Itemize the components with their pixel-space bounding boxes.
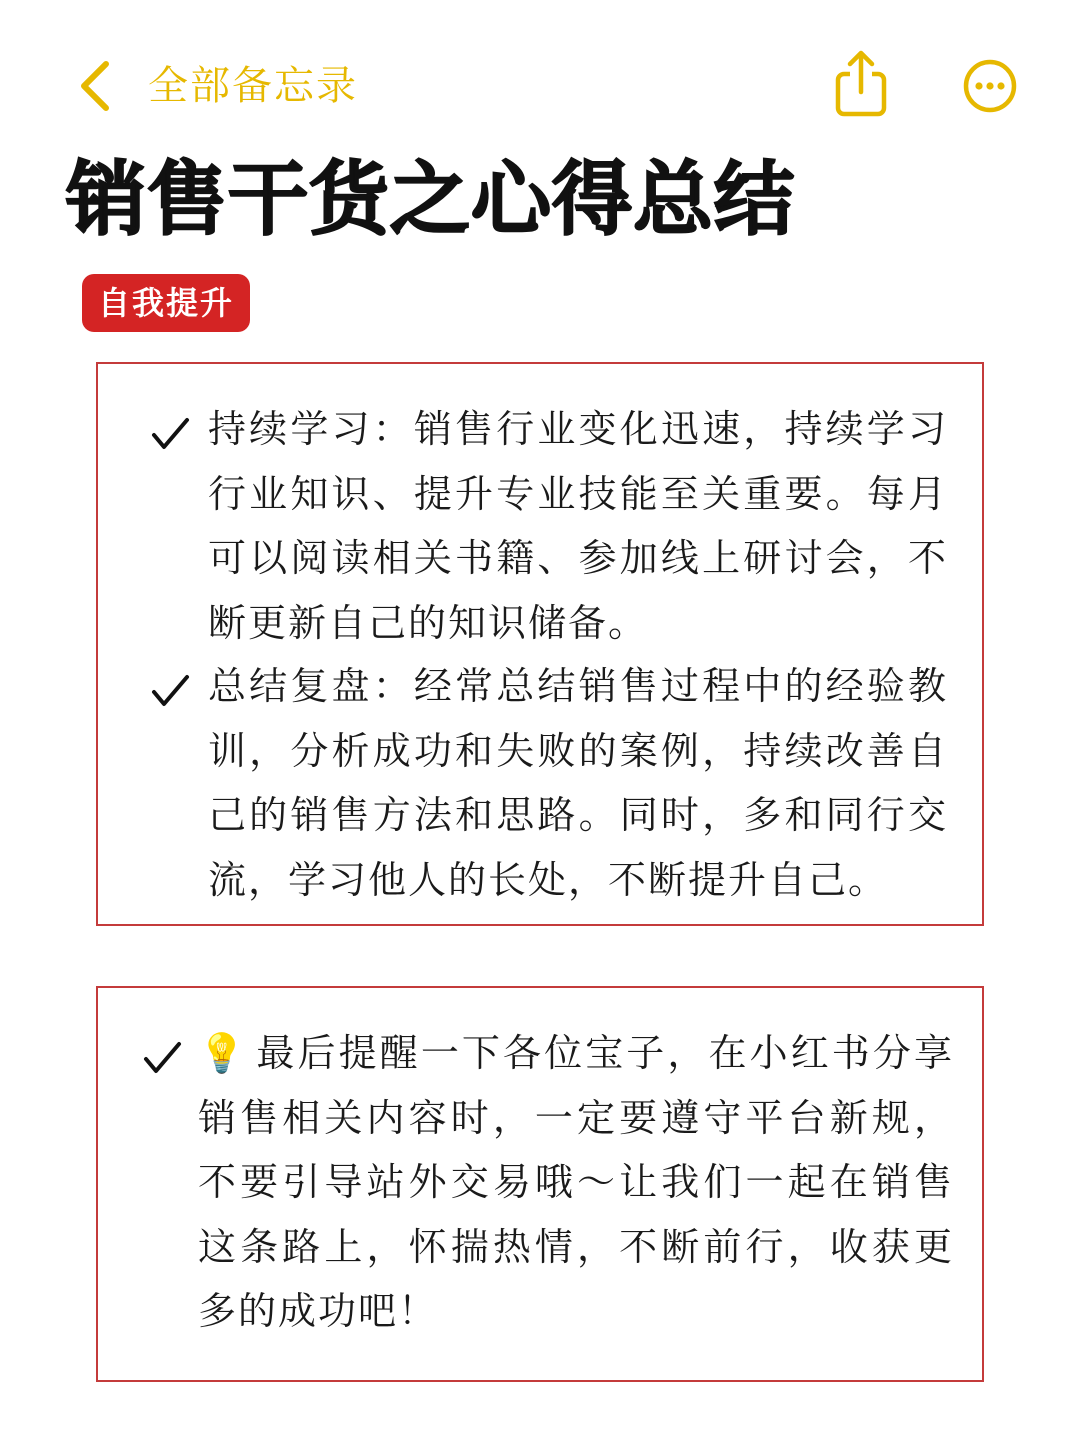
lightbulb-icon: 💡 <box>198 1031 248 1075</box>
note-title: 销售干货之心得总结 <box>66 153 795 246</box>
checkmark-icon <box>142 1038 182 1078</box>
checkmark-icon <box>150 414 190 454</box>
back-button-label[interactable]: 全部备忘录 <box>148 63 358 109</box>
share-icon[interactable] <box>830 48 892 118</box>
list-item-text: 总结复盘：经常总结销售过程中的经验教训，分析成功和失败的案例，持续改善自己的销售方法和思路。同时，多和同行交流，学习他人的长处，不断提升自己。 <box>208 664 948 902</box>
chevron-left-icon[interactable] <box>72 58 128 114</box>
checkmark-icon <box>150 671 190 711</box>
list-item-body: 最后提醒一下各位宝子，在小红书分享销售相关内容时，一定要遵守平台新规，不要引导站外交易哦～让我们一起在销售这条路上，怀揣热情，不断前行，收获更多的成功吧！ <box>198 1031 954 1333</box>
content-card <box>96 986 984 1382</box>
list-item-text: 持续学习：销售行业变化迅速，持续学习行业知识、提升专业技能至关重要。每月可以阅读相关书籍、参加线上研讨会，不断更新自己的知识储备。 <box>208 407 948 645</box>
more-icon[interactable] <box>962 58 1018 114</box>
list-item-text <box>198 1021 954 1344</box>
note-tag[interactable]: 自我提升 <box>82 274 250 332</box>
content-card <box>96 362 984 926</box>
